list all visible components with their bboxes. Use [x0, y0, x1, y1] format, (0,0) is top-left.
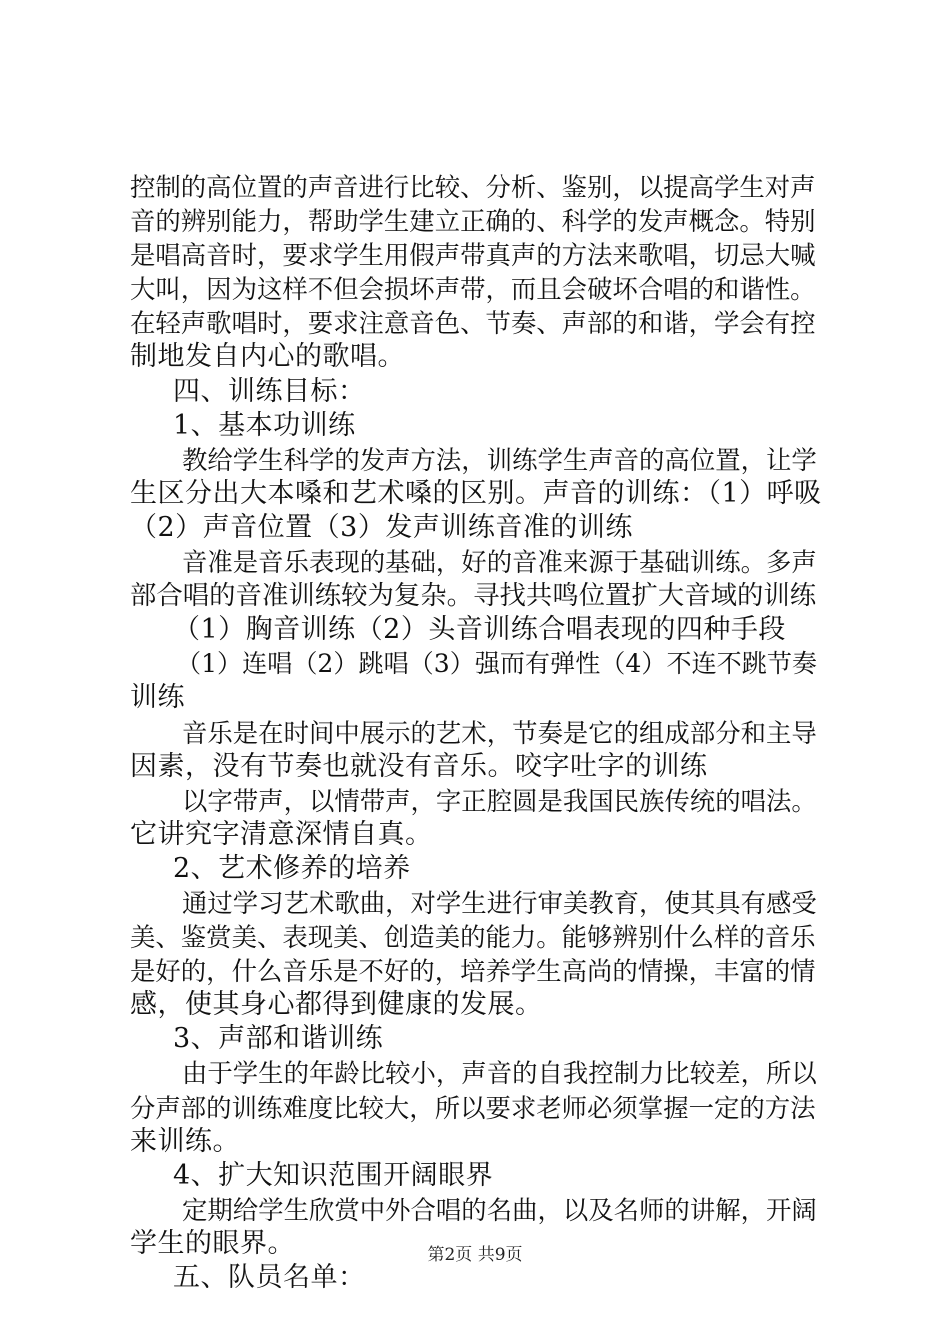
text-line: 音准是音乐表现的基础，好的音准来源于基础训练。多声 [182, 547, 817, 578]
text-line: 1、基本功训练 [173, 409, 356, 441]
text-line: 通过学习艺术歌曲，对学生进行审美教育，使其具有感受 [182, 887, 817, 918]
text-line: 五、队员名单： [173, 1262, 366, 1293]
text-line: 学生的眼界。 [130, 1227, 295, 1259]
text-line: 制地发自内心的歌唱。 [130, 341, 405, 373]
document-body [130, 170, 830, 1295]
text-line: 控制的高位置的声音进行比较、分析、鉴别，以提高学生对声 [130, 172, 816, 202]
text-line: 音乐是在时间中展示的艺术，节奏是它的组成部分和主导 [182, 717, 817, 748]
page-footer: 第2页 共9页 [427, 1245, 523, 1265]
text-line: 四、训练目标： [173, 375, 366, 407]
text-line: （1）连唱（2）跳唱（3）强而有弹性（4）不连不跳节奏 [176, 649, 818, 679]
text-line: 训练 [130, 682, 185, 714]
text-line: 教给学生科学的发声方法，训练学生声音的高位置，让学 [182, 444, 817, 475]
text-line: 是唱高音时，要求学生用假声带真声的方法来歌唱，切忌大喊 [130, 240, 816, 271]
text-line: 音的辨别能力，帮助学生建立正确的、科学的发声概念。特别 [130, 206, 816, 237]
text-line: 是好的，什么音乐是不好的，培养学生高尚的情操，丰富的情 [130, 956, 816, 987]
text-line: 4、扩大知识范围开阔眼界 [173, 1159, 494, 1191]
text-line: 部合唱的音准训练较为复杂。寻找共鸣位置扩大音域的训练 [130, 580, 817, 612]
text-line: 由于学生的年龄比较小，声音的自我控制力比较差，所以 [182, 1058, 817, 1089]
text-line: 因素，没有节奏也就没有音乐。咬字吐字的训练 [130, 750, 708, 782]
text-line: 它讲究字清意深情自真。 [130, 818, 433, 850]
text-line: 美、鉴赏美、表现美、创造美的能力。能够辨别什么样的音乐 [130, 922, 816, 953]
text-line: （1）胸音训练（2）头音训练合唱表现的四种手段 [173, 614, 786, 646]
text-line: 3、声部和谐训练 [173, 1023, 384, 1055]
text-line: 大叫，因为这样不但会损坏声带，而且会破坏合唱的和谐性。 [130, 274, 816, 305]
text-line: 分声部的训练难度比较大，所以要求老师必须掌握一定的方法 [130, 1092, 816, 1123]
text-line: 以字带声，以情带声，字正腔圆是我国民族传统的唱法。 [182, 785, 817, 816]
text-line: 在轻声歌唱时，要求注意音色、节奏、声部的和谐，学会有控 [130, 308, 816, 339]
text-line: 感，使其身心都得到健康的发展。 [130, 989, 543, 1021]
text-line: 来训练。 [130, 1125, 240, 1157]
text-line: 生区分出大本嗓和艺术嗓的区别。声音的训练：（1）呼吸 [130, 477, 822, 509]
text-line: 定期给学生欣赏中外合唱的名曲，以及名师的讲解，开阔 [182, 1194, 817, 1225]
text-line: （2）声音位置（3）发声训练音准的训练 [130, 511, 633, 543]
text-line: 2、艺术修养的培养 [173, 852, 411, 884]
